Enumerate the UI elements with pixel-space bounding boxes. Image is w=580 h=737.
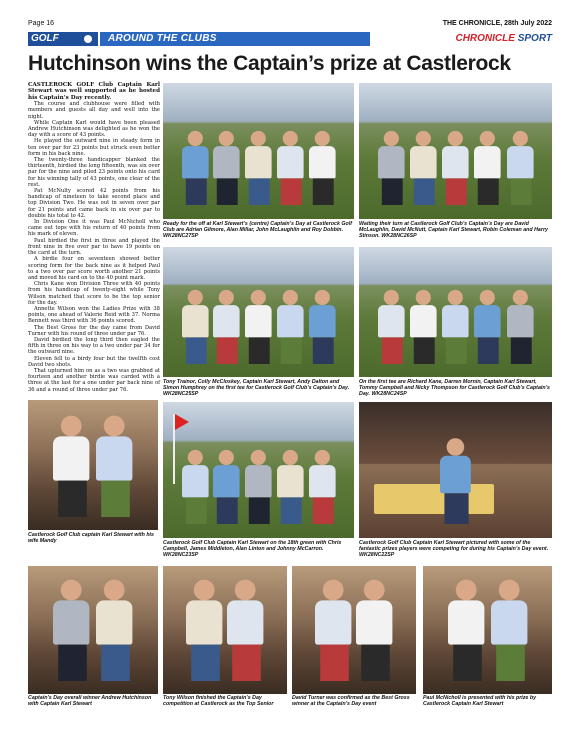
person-figure	[507, 290, 534, 364]
photo-caption: Castlerock Golf Club Captain Karl Stewart pictured with some of the fantastic prizes players were competing for during his Captain’s Day event. WK28NC22SP	[359, 540, 549, 558]
person-figure	[442, 290, 469, 364]
brand-chronicle: CHRONICLE	[455, 33, 515, 44]
photo-best-gross	[292, 566, 416, 694]
person-figure	[277, 131, 304, 205]
person-figure	[474, 290, 501, 364]
person-figure	[182, 450, 209, 524]
article-paragraph: In Division One it was Paul McNicholl who came out tops with his return of 40 points from his mark of eleven.	[28, 219, 160, 238]
person-figure	[309, 131, 336, 205]
article-paragraph: The Best Gross for the day came from David Turner with his round of three under par 76.	[28, 324, 160, 337]
person-figure	[378, 290, 405, 364]
person-figure	[448, 580, 484, 681]
person-figure	[440, 439, 471, 525]
person-figure	[491, 580, 527, 681]
person-figure	[182, 131, 209, 205]
article-paragraph: He played the outward nine in steady form in ten over par for 23 points but struck even better form in his back nine.	[28, 138, 160, 157]
photo-group-first-tee-2	[163, 247, 354, 377]
person-figure	[378, 131, 405, 205]
photo-caption: Paul McNicholl is presented with his prize by Castlerock Captain Karl Stewart	[423, 695, 537, 707]
person-figure	[245, 290, 272, 364]
article-paragraph: Paul birdied the first in three and played the front nine in five over par to have 19 points on the card at the turn.	[28, 237, 160, 257]
page-number: Page 16	[28, 20, 55, 27]
flag-icon	[173, 414, 175, 484]
person-figure	[213, 131, 240, 205]
article-paragraph: Pat McNulty scored 42 points from his handicap of nineteen to take second place and top Division Two. He was out in seven over par for 21 points and came back in six over par to double his total to 42.	[28, 188, 160, 219]
person-figure	[507, 131, 534, 205]
page-header	[28, 20, 552, 30]
around-the-clubs-banner: AROUND THE CLUBS	[100, 32, 370, 46]
chronicle-sport-logo	[455, 32, 552, 46]
person-figure	[182, 290, 209, 364]
person-figure	[309, 450, 336, 524]
photo-18th-green	[163, 402, 354, 538]
article-lead: CASTLEROCK GOLF Club Captain Karl Stewart was well supported as he hosted his Captain’s Day recently.	[28, 82, 160, 101]
brand-sport: SPORT	[517, 33, 552, 44]
person-figure	[213, 450, 240, 524]
photo-group-first-tee-3	[359, 247, 552, 377]
article-paragraph: Eleven fell to a birdy four but the twelfth cost David two shots.	[28, 355, 160, 368]
photo-caption: Castlerock Golf Club captain Karl Stewart with his wife Mandy	[28, 532, 154, 544]
person-figure	[474, 131, 501, 205]
article-body	[28, 82, 160, 393]
article-paragraph: The course and clubhouse were filled with members and guests all day and well into the night.	[28, 101, 160, 120]
person-figure	[96, 416, 132, 517]
person-figure	[96, 580, 132, 681]
golf-ball-icon	[84, 35, 92, 43]
golf-label: GOLF	[31, 33, 59, 44]
article-paragraph: While Captain Karl would have been pleased Andrew Hutchinson was delighted as he won the day with a score of 43 points.	[28, 119, 160, 139]
person-figure	[227, 580, 263, 681]
photo-group-first-tee-1	[163, 83, 354, 219]
photo-top-senior	[163, 566, 287, 694]
article-paragraph: A birdie four on seventeen showed better scoring form for the back nine as it helped Paul to a two over par score worth another 21 points and moved his card on to the 40 point mark.	[28, 256, 160, 281]
photo-caption: Tony Wilson finished the Captain’s Day competition at Castlerock as the Top Senior	[163, 695, 274, 707]
person-figure	[213, 290, 240, 364]
person-figure	[410, 290, 437, 364]
person-figure	[277, 290, 304, 364]
person-figure	[186, 580, 222, 681]
photo-caption: Waiting their turn at Castlerock Golf Club’s Captain’s Day are David McLaughlin, David McNutt, Captain Karl Stewart, Robin Coleman and Harry Stinson. WK28NC26SP	[359, 221, 548, 239]
person-figure	[53, 416, 89, 517]
prize-table	[374, 484, 494, 514]
person-figure	[356, 580, 392, 681]
photo-overall-winner	[28, 566, 158, 694]
golf-section-tag	[28, 32, 98, 46]
article-paragraph: Chris Kane won Division Three with 40 points from his handicap of twenty-eight while Tony Wilson matched that score to be the top senior for the day.	[28, 281, 160, 306]
photo-prize-presentation	[423, 566, 552, 694]
photo-group-waiting-turn	[359, 83, 552, 219]
person-figure	[245, 131, 272, 205]
article-paragraph: Annette Wilson won the Ladies Prize with 38 points, one ahead of Valerie Reid with 37. Norma Bennett was third with 36 points scored.	[28, 305, 160, 325]
person-figure	[53, 580, 89, 681]
person-figure	[442, 131, 469, 205]
section-bar	[28, 32, 552, 46]
headline: Hutchinson wins the Captain’s prize at Castlerock	[28, 52, 511, 75]
publication-date: THE CHRONICLE, 28th July 2022	[442, 20, 552, 27]
person-figure	[245, 450, 272, 524]
photo-prizes-table	[359, 402, 552, 538]
photo-caption: Castlerock Golf Club Captain Karl Stewart on the 18th green with Chris Campbell, James Middleton, Alan Linton and Johnny McCarron. WK28NC23SP	[163, 540, 342, 558]
person-figure	[410, 131, 437, 205]
photo-caption: On the first tee are Richard Kane, Darren Mornin, Captain Karl Stewart, Tommy Campbell and Nicky Thompson for Castlerock Golf Club’s Captain’s Day. WK28NC24SP	[359, 379, 550, 397]
article-paragraph: The twenty-three handicapper blanked the thirteenth, birdied the long fifteenth, was six over par for the nine and piled 23 points onto his card for his winning tally of 43 points, one clear of the rest.	[28, 157, 160, 188]
photo-captain-and-wife	[28, 400, 158, 530]
person-figure	[315, 580, 351, 681]
person-figure	[309, 290, 336, 364]
photo-caption: Ready for the off at Karl Stewart’s (centre) Captain’s Day at Castlerock Golf Club are Adrian Gilmore, Alan Millar, John McLaughlin and Roy Dobbin. WK28NC27SP	[163, 221, 352, 239]
photo-caption: Tony Trainor, Colly McCloskey, Captain Karl Stewart, Andy Dalton and Simon Humphrey on the first tee for Castlerock Golf Club’s Captain’s Day. WK28NC25SP	[163, 379, 350, 397]
article-paragraph: That upturned him on as a two was grabbed at fourteen and another birdie was carded with a three at the last for a one under par back nine of 36 and a round of three under par 76.	[28, 367, 160, 393]
photo-caption: David Turner was confirmed as the Best Gross winner at the Captain’s Day event	[292, 695, 410, 707]
person-figure	[277, 450, 304, 524]
photo-caption: Captain’s Day overall winner Andrew Hutchinson with Captain Karl Stewart	[28, 695, 152, 707]
article-paragraph: David birdied the long third then eagled the fifth in three on his way to a two under par 34 for the outward nine.	[28, 336, 160, 356]
